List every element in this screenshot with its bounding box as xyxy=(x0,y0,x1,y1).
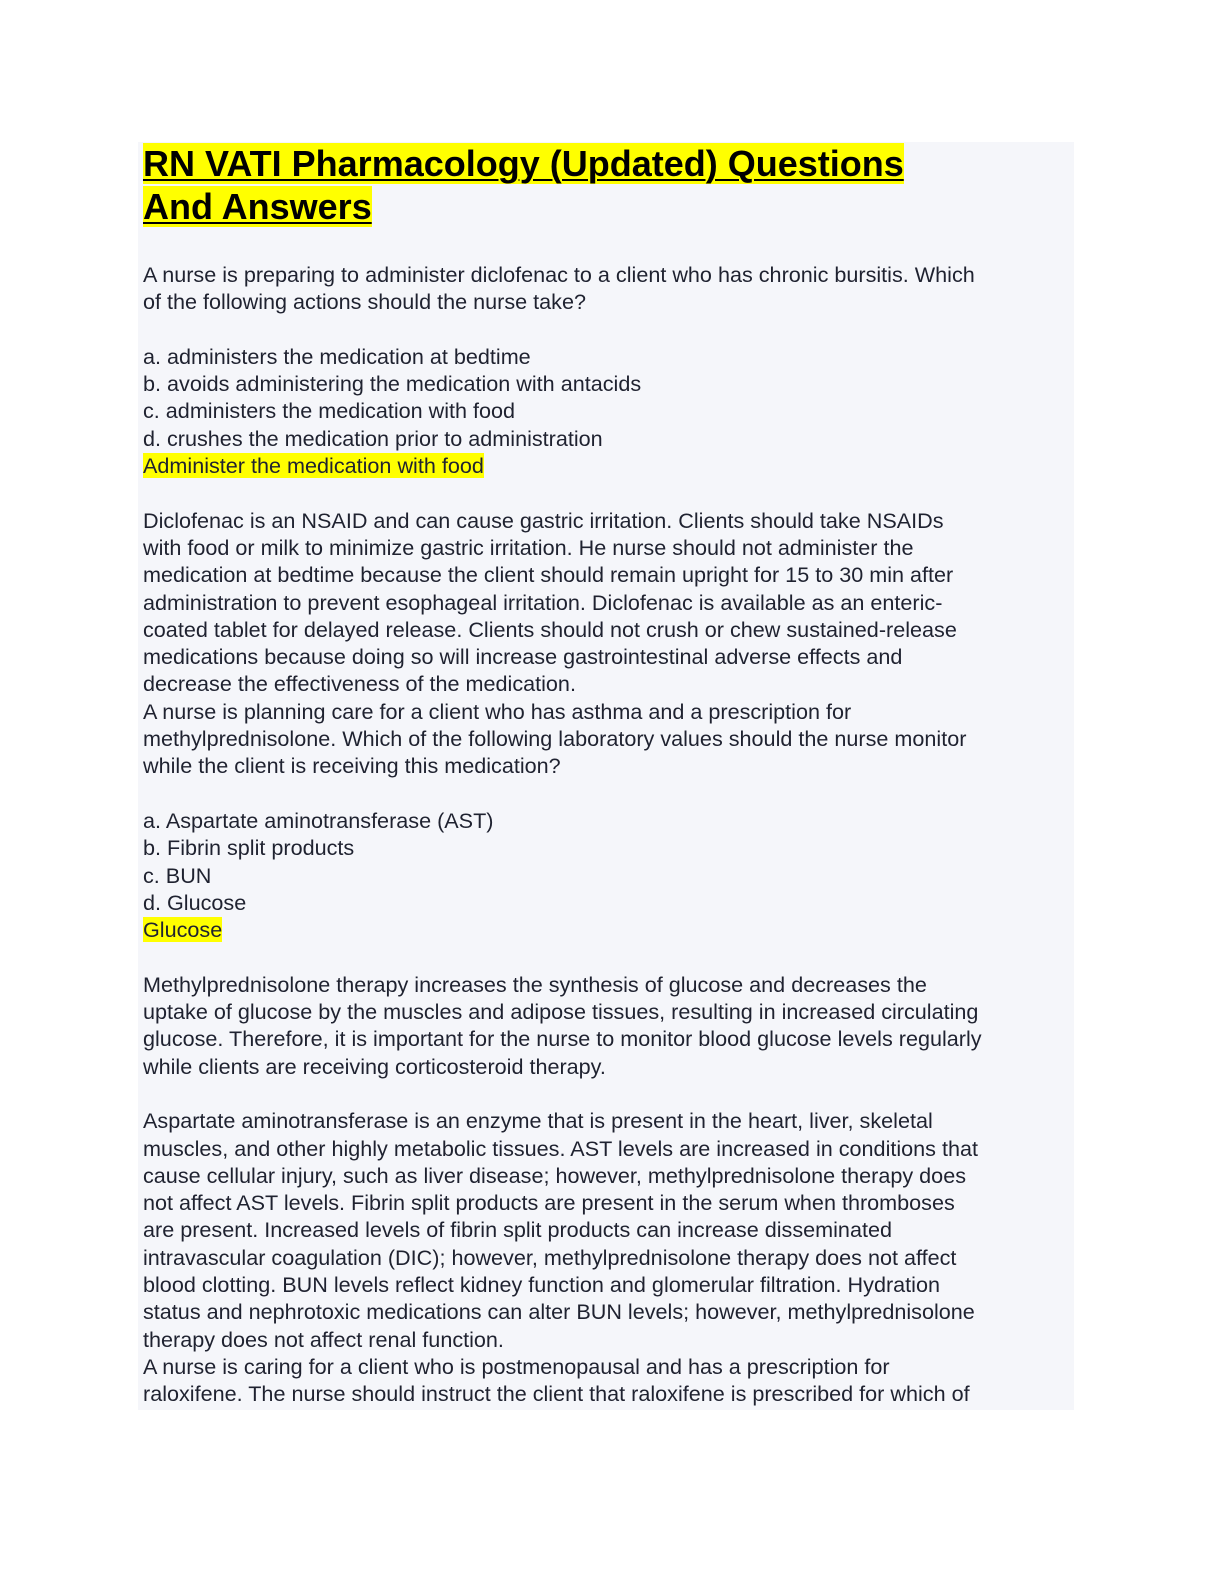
option-b: b. avoids administering the medication with antacids xyxy=(143,371,642,397)
spacer xyxy=(143,943,1069,970)
question-1-options xyxy=(143,343,1069,479)
title-line-2: And Answers xyxy=(143,186,372,227)
rationale-line: muscles, and other highly metabolic tissues. AST levels are increased in conditions that xyxy=(143,1135,978,1161)
rationale-line: medications because doing so will increase gastrointestinal adverse effects and xyxy=(143,644,903,670)
question-line: methylprednisolone. Which of the following laboratory values should the nurse monitor xyxy=(143,726,967,752)
question-2-rationale-1 xyxy=(143,971,1069,1080)
spacer xyxy=(143,780,1069,807)
rationale-line: are present. Increased levels of fibrin split products can increase disseminated xyxy=(143,1217,892,1243)
document-content xyxy=(143,142,1069,1407)
option-d: d. crushes the medication prior to administration xyxy=(143,425,603,451)
rationale-line: cause cellular injury, such as liver disease; however, methylprednisolone therapy does xyxy=(143,1162,966,1188)
rationale-line: glucose. Therefore, it is important for the nurse to monitor blood glucose levels regularly xyxy=(143,1026,982,1052)
rationale-line: intravascular coagulation (DIC); however, methylprednisolone therapy does not affect xyxy=(143,1244,957,1270)
question-2-answer: Glucose xyxy=(143,917,223,943)
option-a: a. administers the medication at bedtime xyxy=(143,343,531,369)
rationale-line: decrease the effectiveness of the medication. xyxy=(143,671,576,697)
rationale-line: coated tablet for delayed release. Clients should not crush or chew sustained-release xyxy=(143,616,957,642)
rationale-line: uptake of glucose by the muscles and adipose tissues, resulting in increased circulating xyxy=(143,999,979,1025)
question-line: A nurse is caring for a client who is postmenopausal and has a prescription for xyxy=(143,1353,890,1379)
option-a: a. Aspartate aminotransferase (AST) xyxy=(143,807,494,833)
option-b: b. Fibrin split products xyxy=(143,835,355,861)
question-3-text xyxy=(143,1353,1069,1408)
document-page xyxy=(138,142,1074,1410)
question-line: raloxifene. The nurse should instruct the client that raloxifene is prescribed for which of xyxy=(143,1381,970,1407)
rationale-line: with food or milk to minimize gastric irritation. He nurse should not administer the xyxy=(143,534,914,560)
rationale-line: Diclofenac is an NSAID and can cause gastric irritation. Clients should take NSAIDs xyxy=(143,507,944,533)
rationale-line: not affect AST levels. Fibrin split products are present in the serum when thromboses xyxy=(143,1190,955,1216)
question-line: A nurse is preparing to administer diclofenac to a client who has chronic bursitis. Which xyxy=(143,262,975,287)
rationale-line: blood clotting. BUN levels reflect kidney function and glomerular filtration. Hydration xyxy=(143,1271,940,1297)
question-2-options xyxy=(143,807,1069,943)
spacer xyxy=(143,228,1069,261)
question-1-text xyxy=(143,261,1069,316)
spacer xyxy=(143,1080,1069,1107)
question-line: of the following actions should the nurse take? xyxy=(143,289,586,315)
question-1-rationale xyxy=(143,507,1069,698)
option-d: d. Glucose xyxy=(143,889,247,915)
rationale-line: Methylprednisolone therapy increases the synthesis of glucose and decreases the xyxy=(143,971,927,997)
question-2-text xyxy=(143,698,1069,780)
spacer xyxy=(143,316,1069,343)
document-title xyxy=(143,142,1069,228)
question-line: while the client is receiving this medication? xyxy=(143,753,561,779)
title-line-1: RN VATI Pharmacology (Updated) Questions xyxy=(143,143,904,184)
rationale-line: therapy does not affect renal function. xyxy=(143,1326,504,1352)
option-c: c. administers the medication with food xyxy=(143,398,516,424)
question-1-answer: Administer the medication with food xyxy=(143,453,484,479)
rationale-line: status and nephrotoxic medications can alter BUN levels; however, methylprednisolone xyxy=(143,1299,975,1325)
option-c: c. BUN xyxy=(143,862,212,888)
rationale-line: Aspartate aminotransferase is an enzyme that is present in the heart, liver, skeletal xyxy=(143,1108,933,1134)
rationale-line: administration to prevent esophageal irritation. Diclofenac is available as an enteric- xyxy=(143,589,943,615)
rationale-line: while clients are receiving corticosteroid therapy. xyxy=(143,1053,606,1079)
question-2-rationale-2 xyxy=(143,1107,1069,1353)
question-line: A nurse is planning care for a client who has asthma and a prescription for xyxy=(143,698,852,724)
spacer xyxy=(143,479,1069,506)
rationale-line: medication at bedtime because the client should remain upright for 15 to 30 min after xyxy=(143,562,954,588)
